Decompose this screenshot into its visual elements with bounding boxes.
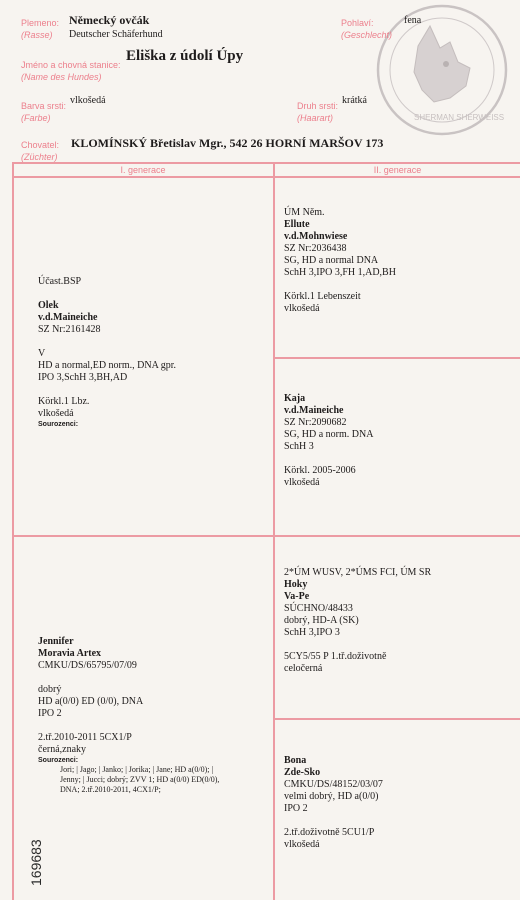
sire-dam-block (284, 393, 516, 489)
breed-cz: Německý ovčák (69, 13, 150, 27)
breed-label: Plemeno: (21, 18, 60, 28)
sex-label: Pohlaví: (341, 18, 374, 28)
dam-dam-health: velmi dobrý, HD a(0/0) (284, 791, 379, 802)
dam-block (38, 636, 270, 795)
breeder-label-de: (Züchter) (21, 152, 58, 162)
sire-color: vlkošedá (38, 408, 74, 419)
dam-sire-name: Hoky (284, 579, 308, 590)
kennel-stamp (374, 2, 510, 138)
breed-de: Deutscher Schäferhund (69, 29, 163, 40)
serial-number: 169683 (28, 839, 44, 886)
sire-reg: SZ Nr:2161428 (38, 324, 101, 335)
sire-dam-divider (12, 535, 520, 537)
dam-sire-titles: SchH 3,IPO 3 (284, 627, 340, 638)
sire-korung: Körkl.1 Lbz. (38, 396, 90, 407)
sire-sire-kennel: v.d.Mohnwiese (284, 231, 348, 242)
center-divider (273, 162, 275, 900)
dam-sire-reg: SÚCHNO/48433 (284, 603, 353, 614)
sire-siblings-label: Sourozenci: (38, 421, 79, 428)
left-border (12, 162, 14, 900)
sire-dam-kennel: v.d.Maineiche (284, 405, 344, 416)
dam-dam-breeding: 2.tř.doživotně 5CU1/P (284, 827, 375, 838)
hair-label: Druh srsti: (297, 101, 339, 111)
dam-siblings-line-1: Jori; | Jago; | Janko; | Jorika; | Jane; HD a(0/0); | (60, 765, 214, 774)
dam-dam-reg: CMKU/DS/48152/03/07 (284, 779, 383, 790)
breeder-value: KLOMÍNSKÝ Břetislav Mgr., 542 26 HORNÍ MARŠOV 173 (71, 136, 384, 150)
dam-sire-block (284, 567, 516, 675)
dam-titles: IPO 2 (38, 708, 62, 719)
sire-name: Olek (38, 300, 59, 311)
dog-name: Eliška z údolí Úpy (126, 48, 244, 64)
dam-sire-color: celočerná (284, 663, 323, 674)
sire-dam-color: vlkošedá (284, 477, 320, 488)
sire-sire-color: vlkošedá (284, 303, 320, 314)
sire-v: V (38, 348, 46, 359)
dam-sire-titles-top: 2*ÚM WUSV, 2*ÚMS FCI, ÚM SR (284, 567, 432, 578)
dam-sire-health: dobrý, HD-A (SK) (284, 615, 359, 626)
first-generation-header: I. generace (120, 165, 166, 175)
dam-name: Jennifer (38, 636, 74, 647)
sire-dam-korung: Körkl. 2005-2006 (284, 465, 356, 476)
hair-value: krátká (342, 95, 367, 106)
dam-siblings-label: Sourozenci: (38, 757, 79, 764)
dam-reg: CMKU/DS/65795/07/09 (38, 660, 137, 671)
dam-dam-color: vlkošedá (284, 839, 320, 850)
sire-bsp: Účast.BSP (38, 276, 82, 287)
dam-parents-divider (273, 718, 520, 720)
dam-dam-titles: IPO 2 (284, 803, 308, 814)
generation-divider (12, 176, 520, 178)
dam-dam-name: Bona (284, 755, 307, 766)
dam-dam-kennel: Zde-Sko (284, 767, 321, 778)
color-label: Barva srsti: (21, 101, 67, 111)
sire-sire-korung: Körkl.1 Lebenszeit (284, 291, 361, 302)
dam-dam-block (284, 755, 516, 851)
dam-rating: dobrý (38, 684, 62, 695)
sire-dam-reg: SZ Nr:2090682 (284, 417, 347, 428)
sire-sire-titles-top: ÚM Něm. (284, 207, 325, 218)
dam-sire-breeding: 5CY5/55 P 1.tř.doživotně (284, 651, 387, 662)
hair-label-de: (Haarart) (297, 113, 334, 123)
color-value: vlkošedá (70, 95, 106, 106)
dam-sire-kennel: Va-Pe (284, 591, 310, 602)
sex-value: fena (404, 15, 422, 26)
dam-kennel: Moravia Artex (38, 648, 102, 659)
breed-label-de: (Rasse) (21, 30, 53, 40)
sire-dam-titles: SchH 3 (284, 441, 314, 452)
svg-text:SHERMAN SHERWEISS: SHERMAN SHERWEISS (414, 113, 505, 122)
sire-sire-reg: SZ Nr:2036438 (284, 243, 347, 254)
sex-label-de: (Geschlecht) (341, 30, 393, 40)
sire-parents-divider (273, 357, 520, 359)
sire-sire-health: SG, HD a normal DNA (284, 255, 379, 266)
dam-breeding: 2.tř.2010-2011 5CX1/P (38, 732, 132, 743)
dam-health: HD a(0/0) ED (0/0), DNA (38, 696, 144, 707)
dam-color: černá,znaky (38, 744, 87, 755)
dam-siblings-line-2: Jenny; | Jucci; dobrý; ZVV 1; HD a(0/0) ED(0/0), (60, 775, 220, 784)
second-generation-header: II. generace (373, 165, 422, 175)
sire-health: HD a normal,ED norm., DNA gpr. (38, 360, 177, 371)
color-label-de: (Farbe) (21, 113, 51, 123)
sire-titles: IPO 3,SchH 3,BH,AD (38, 372, 128, 383)
sire-dam-health: SG, HD a norm. DNA (284, 429, 374, 440)
name-label: Jméno a chovná stanice: (21, 60, 121, 70)
dam-siblings-line-3: DNA; 2.tř.2010-2011, 4CX1/P; (60, 785, 161, 794)
header-divider (12, 162, 520, 164)
sire-kennel: v.d.Maineiche (38, 312, 98, 323)
sire-sire-titles: SchH 3,IPO 3,FH 1,AD,BH (284, 267, 396, 278)
sire-dam-name: Kaja (284, 393, 306, 404)
sire-sire-block (284, 207, 516, 315)
sire-block (38, 276, 268, 429)
sire-sire-name: Ellute (284, 219, 310, 230)
name-label-de: (Name des Hundes) (21, 72, 102, 82)
breeder-label: Chovatel: (21, 140, 60, 150)
